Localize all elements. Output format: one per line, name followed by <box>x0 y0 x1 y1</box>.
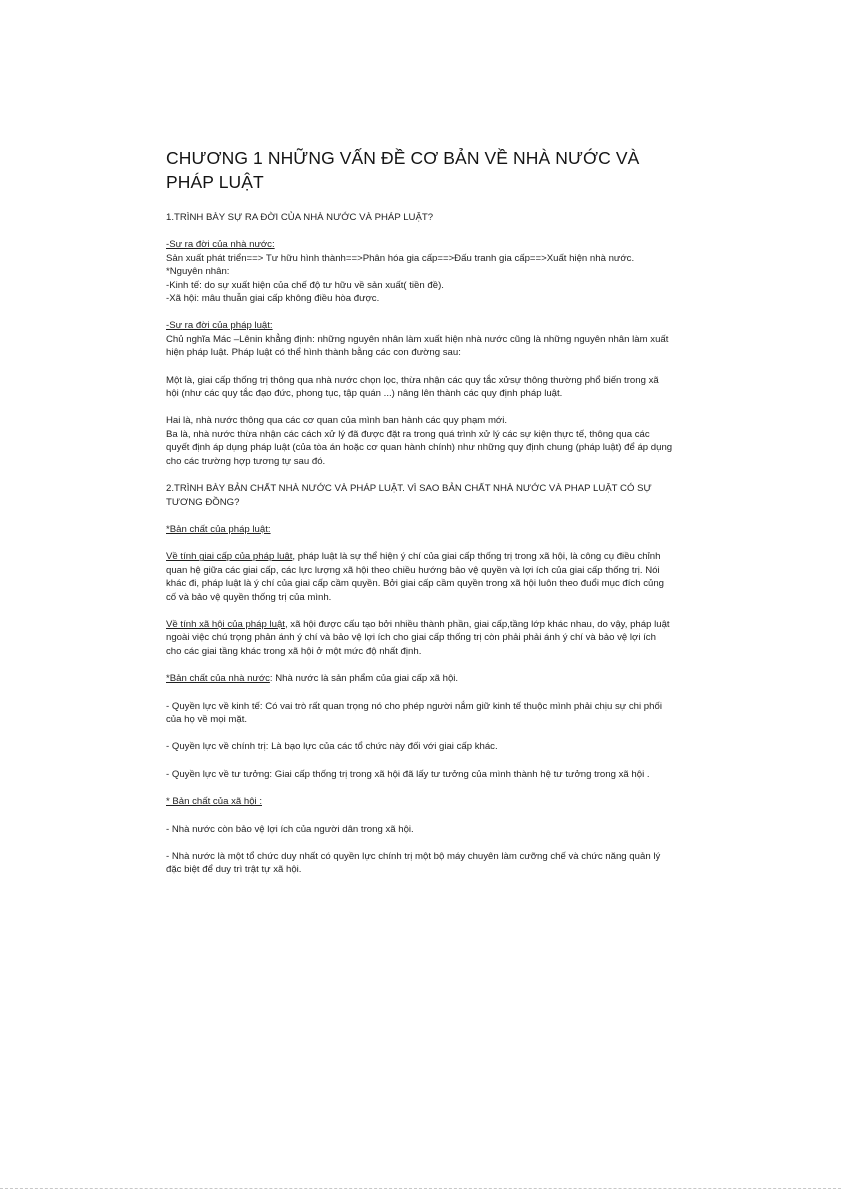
state-nature-text: : Nhà nước là sản phẩm của giai cấp xã hội. <box>269 673 459 685</box>
cause-social: -Xã hội: mâu thuẫn giai cấp không điều hòa được. <box>166 293 380 305</box>
page-bottom-edge <box>0 1188 841 1189</box>
law-origin-intro: Chủ nghĩa Mác –Lênin khẳng định: những nguyên nhân làm xuất hiện nhà nước cũng là những nguyên nhân làm xuất hiện pháp luật. Pháp luật có thể hình thành bằng các con đường sau: <box>166 333 669 359</box>
document-page <box>166 146 674 877</box>
law-social-text: , xã hội được cấu tạo bởi nhiều thành phần, giai cấp,tầng lớp khác nhau, do vậy, pháp luật ngoài việc chú trọng phản ánh ý chí và bảo vệ lợi ích cho giai cấp thống trị còn phải phải ánh ý chí và bảo vệ lợi ích cho các giai tầng khác trong xã hội ở một mức độ nhất định. <box>166 618 670 657</box>
law-origin-subheading: -Sự ra đời của pháp luật: <box>166 320 273 332</box>
social-nature-organization: - Nhà nước là một tổ chức duy nhất có quyền lực chính trị một bộ máy chuyên làm cưỡng chế và chức năng quản lý đặc biệt để duy trì trật tự xã hội. <box>166 851 661 876</box>
state-nature-paragraph <box>166 672 674 685</box>
law-class-paragraph <box>166 550 674 604</box>
power-economic: - Quyền lực về kinh tế: Có vai trò rất quan trọng nó cho phép người nắm giữ kinh tế thuộc mình phải chịu sự chi phối của họ về mọi mặt. <box>166 700 662 725</box>
state-nature-label: *Bản chất của nhà nước <box>166 673 270 685</box>
law-class-label: Về tính giai cấp của pháp luật <box>166 551 293 563</box>
state-origin-flow: Sản xuất phát triển==> Tư hữu hình thành==>Phân hóa gia cấp==>Đấu tranh gia cấp==>Xuất hiện nhà nước. <box>166 252 635 264</box>
law-social-paragraph <box>166 618 674 658</box>
social-nature-protect: - Nhà nước còn bảo vệ lợi ích của người dân trong xã hội. <box>166 823 414 835</box>
law-way-1: Một là, giai cấp thống trị thông qua nhà nước chọn lọc, thừa nhận các quy tắc xửsự thông thường phổ biến trong xã hội (như các quy tắc đạo đức, phong tục, tập quán ...) nâng lên thành các quy định pháp luật. <box>166 374 659 400</box>
causes-label: *Nguyên nhân: <box>166 266 230 278</box>
law-way-3: Ba là, nhà nước thừa nhận các cách xử lý đã được đặt ra trong quá trình xử lý các sự kiện thực tế, thông qua các quyết định áp dụng pháp luật (của tòa án hoặc cơ quan hành chính) như những quy định chung (pháp luật) để áp dụng cho các trường hợp tương tự sau đó. <box>166 428 673 467</box>
law-social-label: Về tính xã hội của pháp luật <box>166 618 285 630</box>
state-origin-subheading: -Sự ra đời của nhà nước: <box>166 239 275 251</box>
question-2-heading: 2.TRÌNH BÀY BẢN CHẤT NHÀ NƯỚC VÀ PHÁP LUẬT. VÌ SAO BẢN CHẤT NHÀ NƯỚC VÀ PHAP LUẬT CÓ SỰ TƯƠNG ĐỒNG? <box>166 483 652 508</box>
chapter-title: CHƯƠNG 1 NHỮNG VẤN ĐỀ CƠ BẢN VỀ NHÀ NƯỚC VÀ PHÁP LUẬT <box>166 148 640 192</box>
power-political: - Quyền lực về chính trị: Là bạo lực của các tổ chức này đối với giai cấp khác. <box>166 741 498 753</box>
law-way-2: Hai là, nhà nước thông qua các cơ quan của mình ban hành các quy phạm mới. <box>166 415 508 427</box>
cause-economic: -Kinh tế: do sự xuất hiện của chế độ tư hữu về sản xuất( tiền đề). <box>166 279 444 291</box>
question-1-heading: 1.TRÌNH BÀY SỰ RA ĐỜI CỦA NHÀ NƯỚC VÀ PHÁP LUẬT? <box>166 212 434 223</box>
law-nature-subheading: *Bản chất của pháp luật: <box>166 523 271 535</box>
power-ideological: - Quyền lực về tư tưởng: Giai cấp thống trị trong xã hội đã lấy tư tưởng của mình thành hệ tư tưởng trong xã hội . <box>166 768 650 780</box>
law-class-text: , pháp luật là sự thể hiện ý chí của giai cấp thống trị trong xã hội, là công cụ điều chỉnh quan hệ giữa các giai cấp, các lực lượng xã hội theo chiều hướng bảo vệ quyền và lợi ích của giai cấp thống trị. Nói khác đi, pháp luật là ý chí của giai cấp cầm quyền. Bởi giai cấp cầm quyền trong xã hội luôn theo đuổi mục đích củng cố và bảo vệ quyền thống trị của mình. <box>166 551 665 603</box>
social-nature-subheading: * Bản chất của xã hội : <box>166 796 262 808</box>
